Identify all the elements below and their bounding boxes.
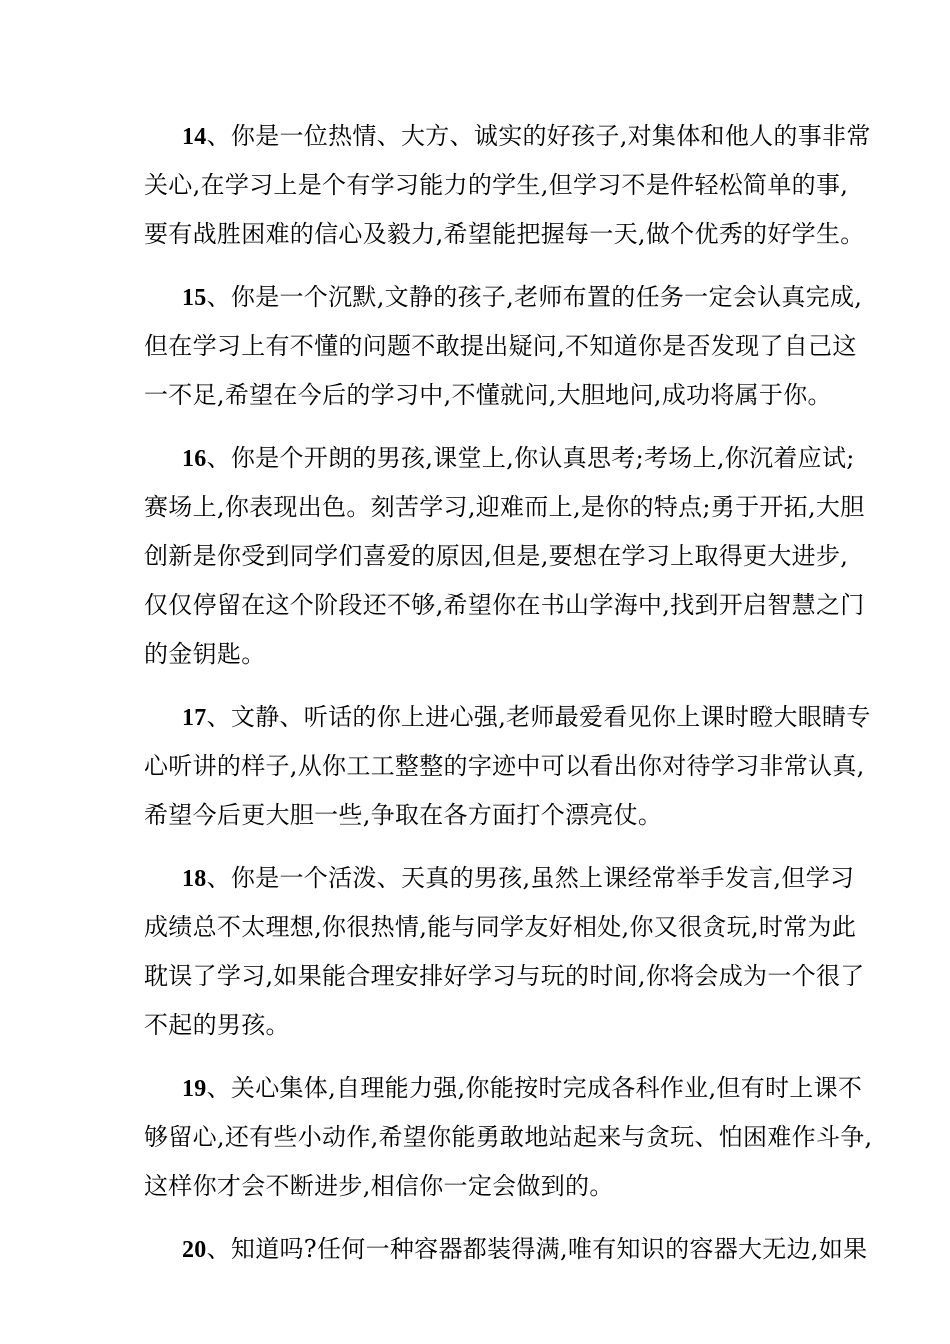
paragraph-text: 、你是一位热情、大方、诚实的好孩子,对集体和他人的事非常 — [206, 122, 871, 150]
paragraph-text: 、关心集体,自理能力强,你能按时完成各科作业,但有时上课不 — [206, 1074, 863, 1102]
paragraph-line — [144, 903, 857, 952]
comment-paragraph-15 — [144, 273, 863, 420]
paragraph-number: 17 — [182, 705, 207, 731]
paragraph-text: 、你是一个活泼、天真的男孩,虽然上课经常举手发言,但学习 — [206, 864, 855, 892]
paragraph-text: 但在学习上有不懂的问题不敢提出疑问,不知道你是否发现了自己这 — [144, 332, 857, 360]
paragraph-text: 、知道吗?任何一种容器都装得满,唯有知识的容器大无边,如果 — [206, 1235, 868, 1263]
paragraph-line — [144, 1113, 873, 1162]
paragraph-line — [144, 693, 871, 742]
paragraph-line — [144, 273, 863, 322]
paragraph-line — [144, 112, 871, 161]
paragraph-text: 关心,在学习上是个有学习能力的学生,但学习不是件轻松简单的事, — [144, 171, 849, 199]
paragraph-text: 希望今后更大胆一些,争取在各方面打个漂亮仗。 — [144, 801, 663, 829]
paragraph-text: 仅仅停留在这个阶段还不够,希望你在书山学海中,找到开启智慧之门 — [144, 591, 865, 619]
paragraph-line — [144, 371, 832, 420]
comment-paragraph-19 — [144, 1064, 873, 1211]
paragraph-text: 、你是一个沉默,文静的孩子,老师布置的任务一定会认真完成, — [206, 283, 863, 311]
paragraph-text: 、文静、听话的你上进心强,老师最爱看见你上课时瞪大眼睛专 — [206, 703, 871, 731]
paragraph-line — [144, 210, 865, 259]
paragraph-line — [144, 630, 812, 679]
paragraph-line — [144, 161, 849, 210]
comment-paragraph-20 — [144, 1225, 868, 1274]
paragraph-line — [144, 322, 857, 371]
paragraph-text: 一不足,希望在今后的学习中,不懂就问,大胆地问,成功将属于你。 — [144, 381, 832, 409]
paragraph-line — [144, 1064, 863, 1113]
paragraph-line — [144, 1162, 812, 1211]
paragraph-number: 19 — [182, 1076, 207, 1102]
paragraph-number: 14 — [182, 124, 207, 150]
paragraph-line — [144, 791, 812, 840]
paragraph-line — [144, 1225, 868, 1274]
paragraph-text: 要有战胜困难的信心及毅力,希望能把握每一天,做个优秀的好学生。 — [144, 220, 865, 248]
paragraph-text: 的金钥匙。 — [144, 640, 266, 668]
paragraph-line — [144, 952, 865, 1001]
comment-paragraph-14 — [144, 112, 871, 259]
paragraph-text: 、你是个开朗的男孩,课堂上,你认真思考;考场上,你沉着应试; — [206, 444, 855, 472]
paragraph-text: 不起的男孩。 — [144, 1011, 290, 1039]
paragraph-line — [144, 1001, 812, 1050]
paragraph-text: 成绩总不太理想,你很热情,能与同学友好相处,你又很贪玩,时常为此 — [144, 913, 857, 941]
paragraph-number: 20 — [182, 1237, 207, 1263]
paragraph-line — [144, 483, 865, 532]
paragraph-line — [144, 434, 855, 483]
paragraph-line — [144, 742, 865, 791]
paragraph-number: 16 — [182, 446, 207, 472]
paragraph-line — [144, 854, 855, 903]
paragraph-line — [144, 581, 865, 630]
paragraph-number: 18 — [182, 866, 207, 892]
document-page — [144, 112, 873, 1288]
paragraph-text: 耽误了学习,如果能合理安排好学习与玩的时间,你将会成为一个很了 — [144, 962, 865, 990]
comment-paragraph-16 — [144, 434, 865, 679]
paragraph-text: 心听讲的样子,从你工工整整的字迹中可以看出你对待学习非常认真, — [144, 752, 865, 780]
paragraph-text: 够留心,还有些小动作,希望你能勇敢地站起来与贪玩、怕困难作斗争, — [144, 1123, 873, 1151]
paragraph-line — [144, 532, 849, 581]
paragraph-text: 这样你才会不断进步,相信你一定会做到的。 — [144, 1172, 614, 1200]
paragraph-text: 赛场上,你表现出色。刻苦学习,迎难而上,是你的特点;勇于开拓,大胆 — [144, 493, 865, 521]
paragraph-text: 创新是你受到同学们喜爱的原因,但是,要想在学习上取得更大进步, — [144, 542, 849, 570]
paragraph-number: 15 — [182, 285, 207, 311]
comment-paragraph-18 — [144, 854, 865, 1050]
comment-paragraph-17 — [144, 693, 871, 840]
